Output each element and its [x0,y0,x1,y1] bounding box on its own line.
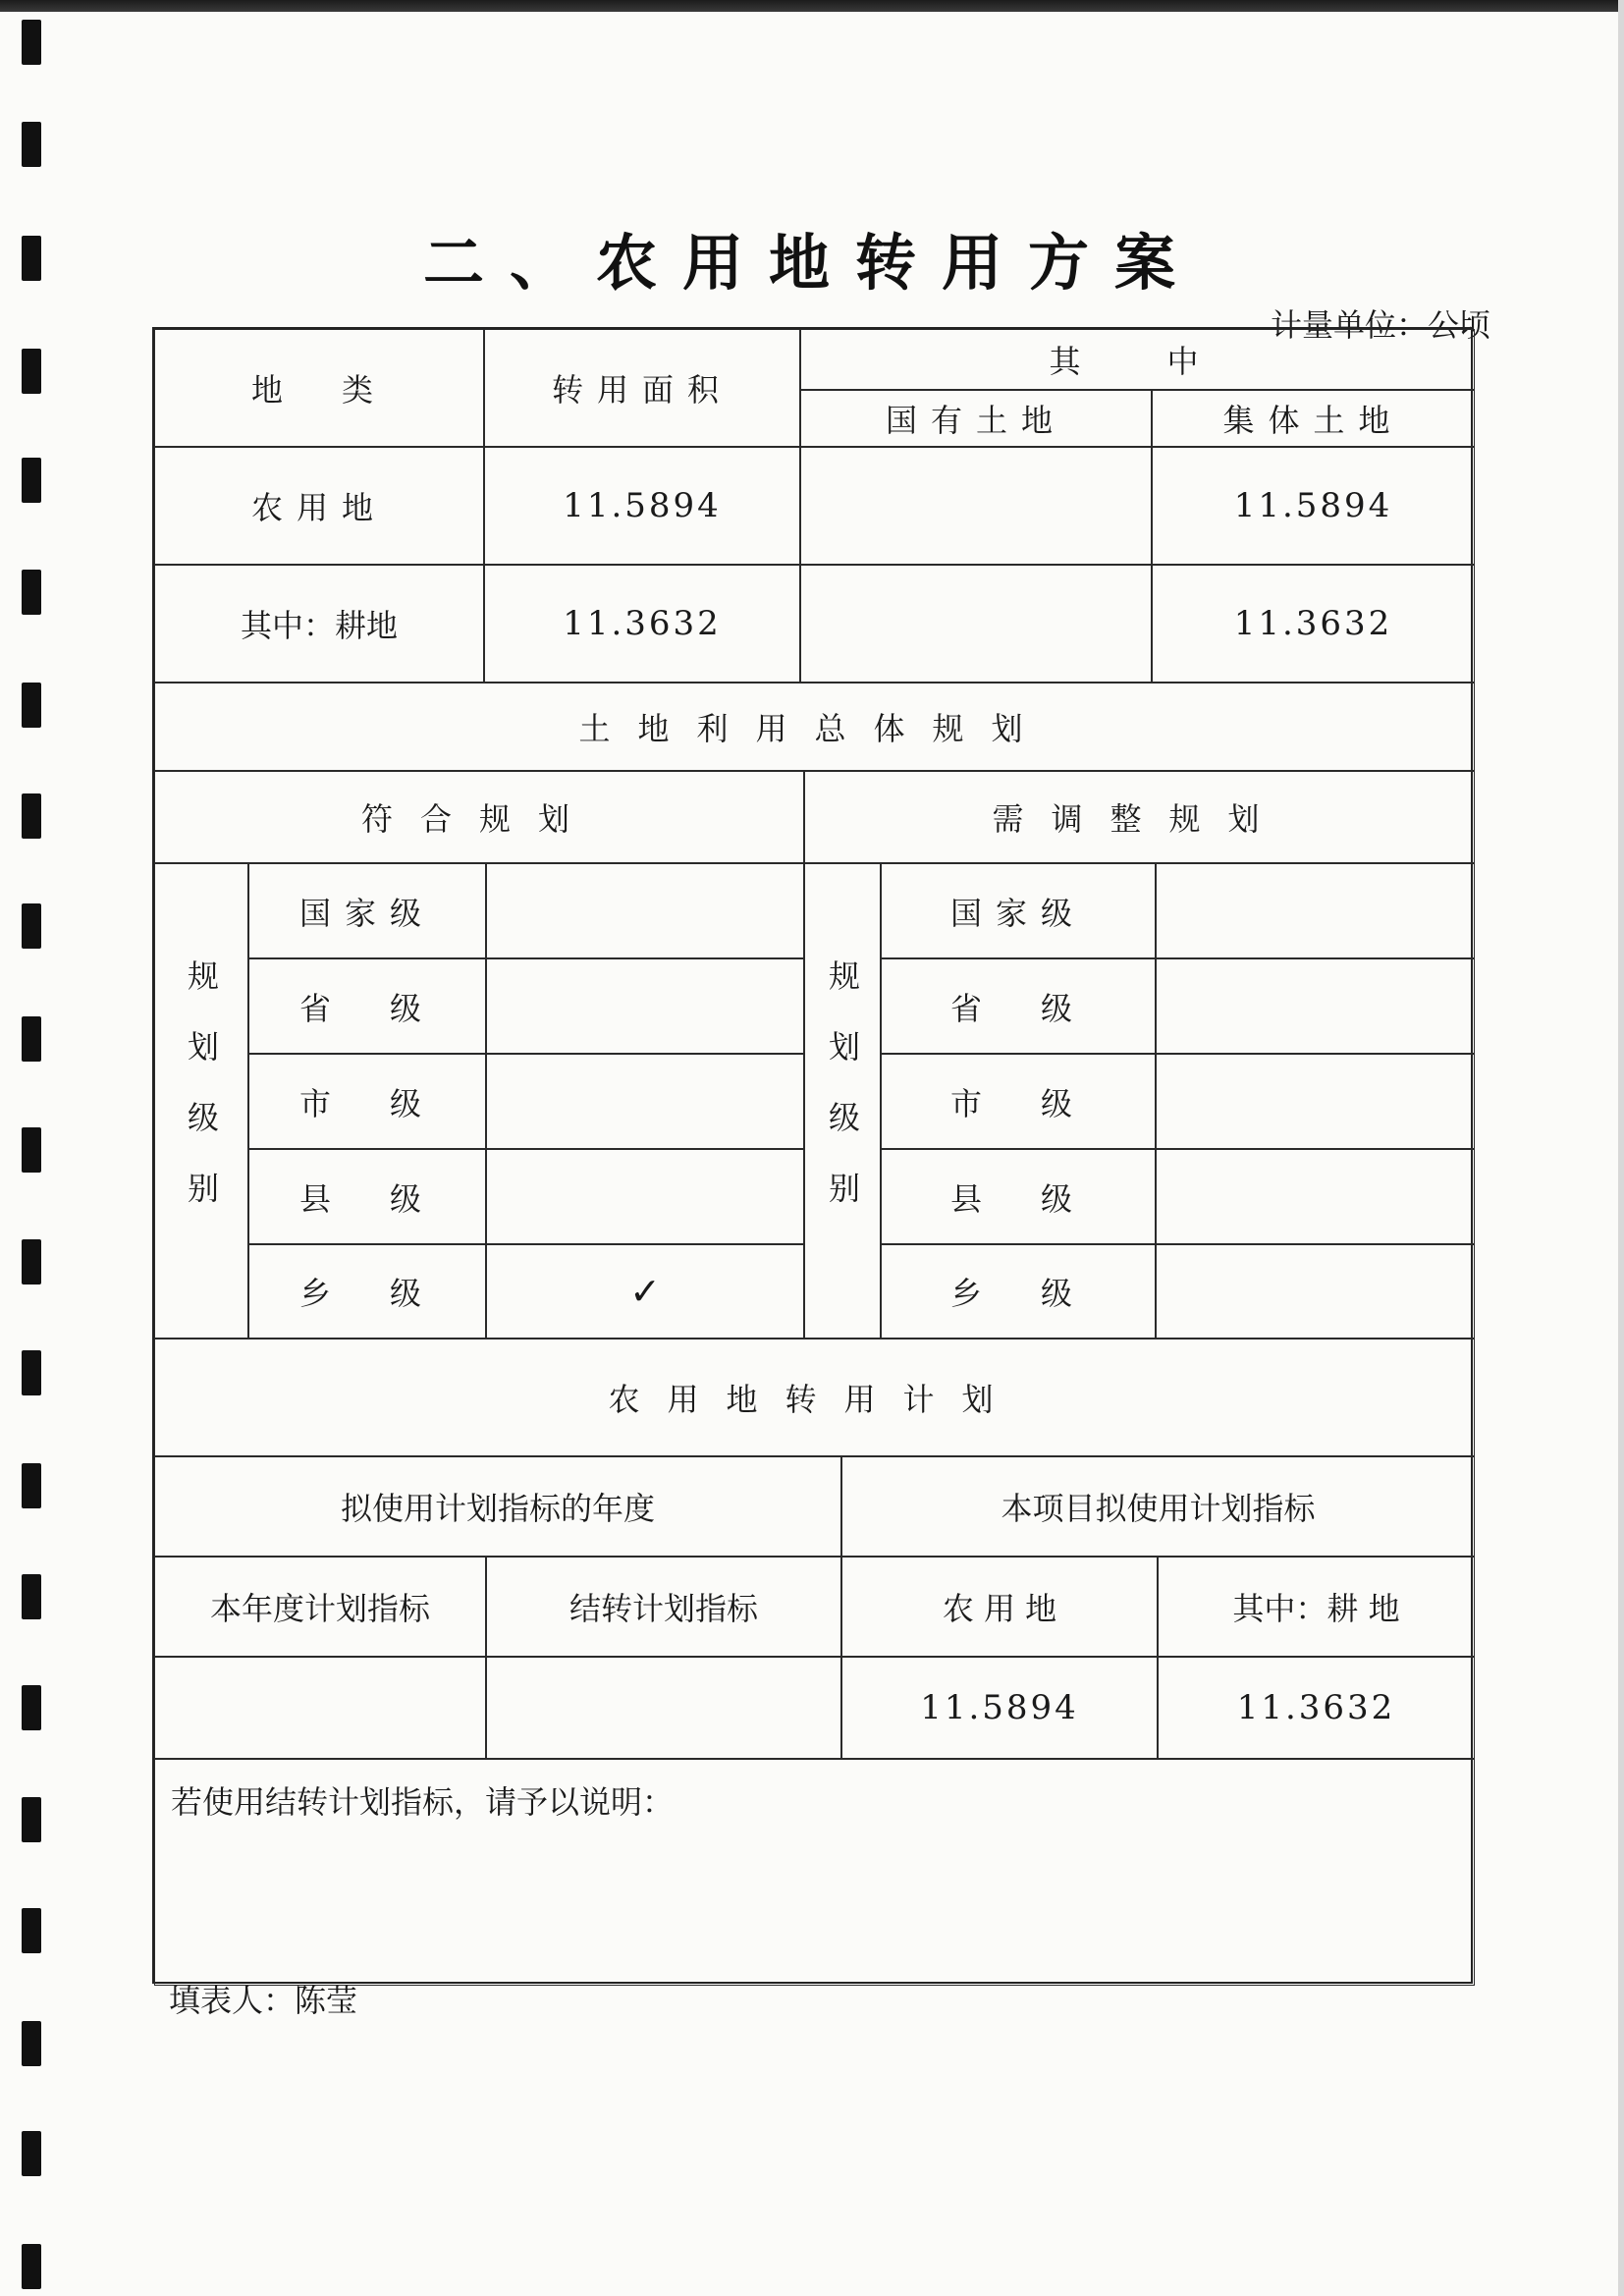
farmland-state-value [800,447,1152,565]
level-national-right: 国家级 [881,863,1156,958]
level-provincial-right: 省 级 [881,958,1156,1054]
level-provincial-left: 省 级 [248,958,486,1054]
header-collective-land: 集体土地 [1152,390,1475,447]
binding-hole [22,1239,41,1285]
binding-hole [22,570,41,615]
binding-hole [22,2244,41,2289]
arable-indicator-value: 11.3632 [1158,1657,1475,1759]
level-county-right: 县 级 [881,1149,1156,1244]
binding-hole [22,1908,41,1953]
header-of-which-arable: 其中：耕 地 [1158,1557,1475,1657]
binding-hole [22,683,41,728]
conform-municipal-value [486,1054,804,1149]
header-carry-over-indicator: 结转计划指标 [486,1557,841,1657]
binding-hole [22,20,41,65]
level-township-right: 乡 级 [881,1244,1156,1339]
adjust-municipal-value [1156,1054,1475,1149]
carry-over-explanation [154,1759,1475,1986]
header-this-year-indicator: 本年度计划指标 [154,1557,486,1657]
farmland-collective-value: 11.5894 [1152,447,1475,565]
scan-top-edge [0,0,1624,12]
header-state-land: 国有土地 [800,390,1152,447]
conform-county-value [486,1149,804,1244]
section-land-use-plan: 土地利用总体规划 [154,683,1475,771]
header-land-type: 地 类 [154,329,484,447]
binding-hole [22,1463,41,1508]
binding-holes [22,0,43,2296]
binding-hole [22,903,41,949]
binding-hole [22,1574,41,1619]
adjust-provincial-value [1156,958,1475,1054]
row-label-arable: 其中：耕地 [154,565,484,683]
level-township-left: 乡 级 [248,1244,486,1339]
conversion-plan-form [152,327,1473,1984]
binding-hole [22,1127,41,1173]
binding-hole [22,1685,41,1730]
header-project-indicator: 本项目拟使用计划指标 [841,1456,1475,1557]
scan-right-edge [1618,0,1624,2296]
plan-level-label-left [154,863,248,1339]
arable-collective-value: 11.3632 [1152,565,1475,683]
header-farmland: 农 用 地 [841,1557,1158,1657]
binding-hole [22,122,41,167]
this-year-indicator-value [154,1657,486,1759]
row-label-farmland: 农用地 [154,447,484,565]
level-national-left: 国家级 [248,863,486,958]
binding-hole [22,793,41,839]
adjust-county-value [1156,1149,1475,1244]
header-needs-plan-adjustment: 需调整规划 [804,771,1475,863]
plan-level-text: 规划级别 [183,959,220,1242]
header-converted-area: 转用面积 [484,329,800,447]
farmland-area-value: 11.5894 [484,447,800,565]
binding-hole [22,458,41,503]
plan-level-label-right [804,863,881,1339]
conform-provincial-value [486,958,804,1054]
binding-hole [22,2131,41,2176]
header-of-which: 其 中 [800,329,1475,390]
arable-area-value: 11.3632 [484,565,800,683]
header-indicator-year: 拟使用计划指标的年度 [154,1456,841,1557]
binding-hole [22,1350,41,1395]
unit-label: 计量单位：公顷 [1270,306,1490,344]
binding-hole [22,349,41,394]
form-filler: 填表人：陈莹 [169,1982,358,2019]
arable-state-value [800,565,1152,683]
binding-hole [22,1016,41,1062]
plan-level-text: 规划级别 [824,959,861,1242]
carry-over-indicator-value [486,1657,841,1759]
conform-township-check: ✓ [486,1244,804,1339]
page-title: 二、农用地转用方案 [422,227,1201,299]
section-conversion-plan: 农用地转用计划 [154,1339,1475,1456]
level-municipal-right: 市 级 [881,1054,1156,1149]
level-county-left: 县 级 [248,1149,486,1244]
level-municipal-left: 市 级 [248,1054,486,1149]
farmland-indicator-value: 11.5894 [841,1657,1158,1759]
header-conforms-to-plan: 符合规划 [154,771,804,863]
carry-over-explanation-label: 若使用结转计划指标，请予以说明： [171,1783,675,1821]
adjust-national-value [1156,863,1475,958]
binding-hole [22,1797,41,1842]
binding-hole [22,2021,41,2066]
conform-national-value [486,863,804,958]
adjust-township-value [1156,1244,1475,1339]
